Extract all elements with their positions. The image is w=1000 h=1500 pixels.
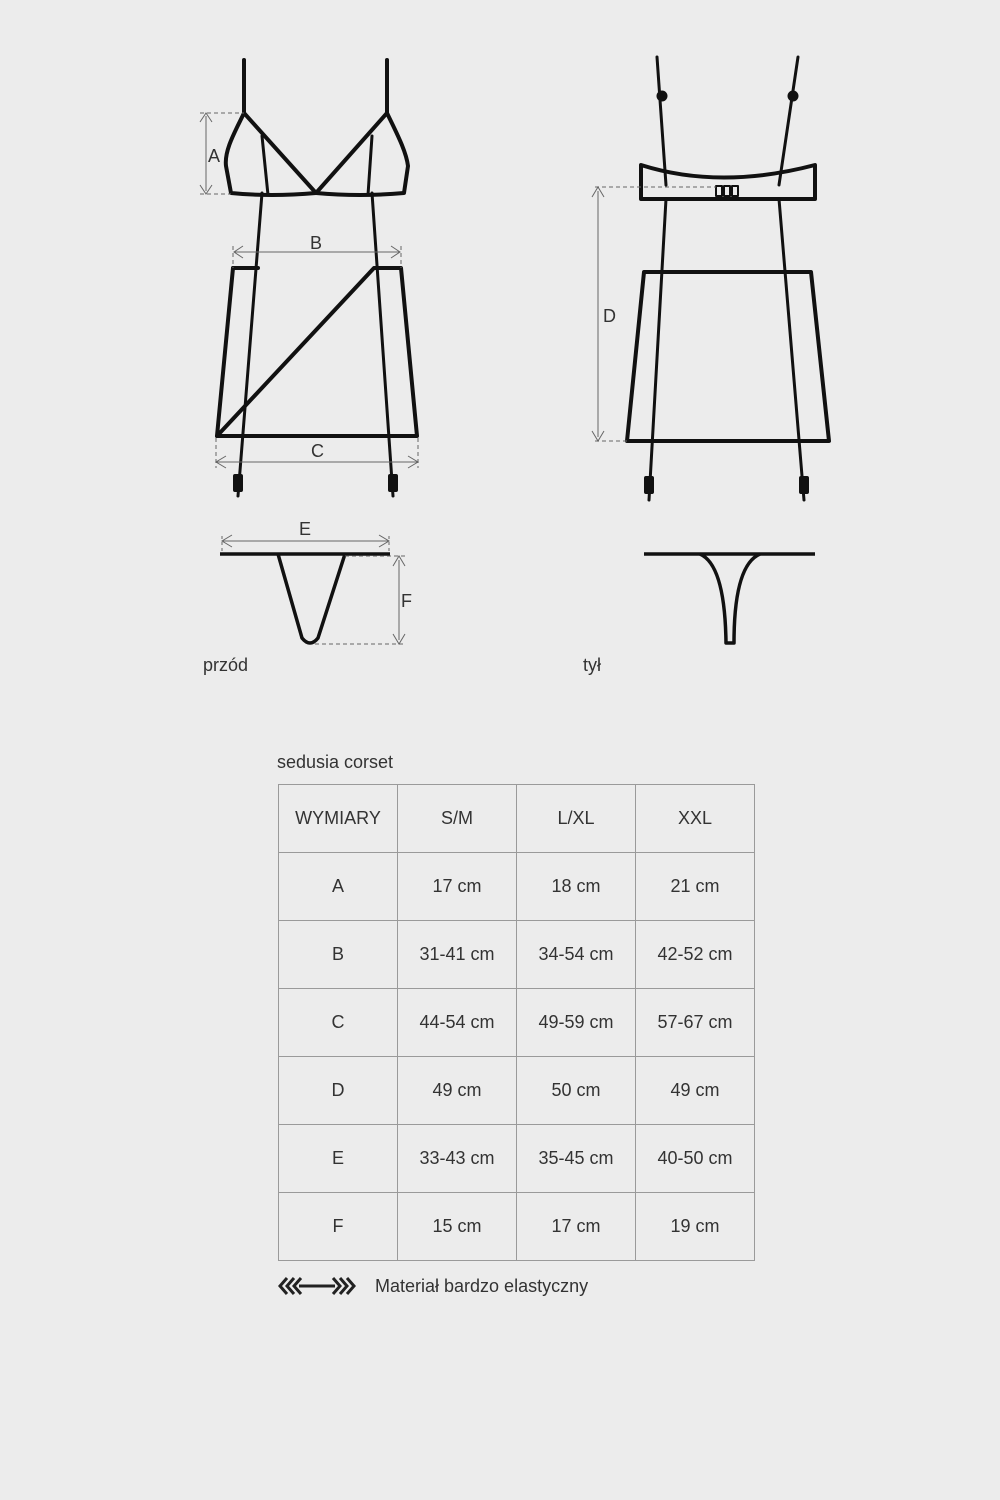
table-cell: 18 cm <box>517 853 636 921</box>
label-a: A <box>208 146 221 166</box>
row-label-cell: B <box>279 921 398 989</box>
row-label-cell: A <box>279 853 398 921</box>
legend-text: Materiał bardzo elastyczny <box>375 1275 589 1296</box>
hook-closure-icon <box>716 186 738 196</box>
table-cell: 17 cm <box>517 1193 636 1261</box>
table-cell: 49 cm <box>636 1057 755 1125</box>
table-row <box>279 1125 755 1193</box>
header-cell: XXL <box>636 785 755 853</box>
table-cell: 33-43 cm <box>398 1125 517 1193</box>
table-cell: 44-54 cm <box>398 989 517 1057</box>
thong-measure-lines <box>222 535 405 644</box>
table-cell: 31-41 cm <box>398 921 517 989</box>
table-header-row <box>279 785 755 853</box>
table-cell: 50 cm <box>517 1057 636 1125</box>
table-cell: 17 cm <box>398 853 517 921</box>
back-thong <box>644 554 815 643</box>
table-cell: 40-50 cm <box>636 1125 755 1193</box>
table-row <box>279 1057 755 1125</box>
header-cell: WYMIARY <box>279 785 398 853</box>
table-cell: 21 cm <box>636 853 755 921</box>
label-c: C <box>311 441 324 461</box>
back-caption: tył <box>583 655 601 675</box>
front-chemise <box>217 60 417 496</box>
table-cell: 42-52 cm <box>636 921 755 989</box>
label-f: F <box>401 591 412 611</box>
row-label-cell: E <box>279 1125 398 1193</box>
garment-diagram <box>0 0 1000 700</box>
label-b: B <box>310 233 323 253</box>
row-label-cell: D <box>279 1057 398 1125</box>
table-cell: 35-45 cm <box>517 1125 636 1193</box>
front-caption: przód <box>203 655 249 675</box>
label-e: E <box>299 519 312 539</box>
table-row <box>279 989 755 1057</box>
legend <box>277 1274 588 1298</box>
row-label-cell: F <box>279 1193 398 1261</box>
table-cell: 49-59 cm <box>517 989 636 1057</box>
table-cell: 19 cm <box>636 1193 755 1261</box>
header-cell: L/XL <box>517 785 636 853</box>
table-row <box>279 853 755 921</box>
table-row <box>279 1193 755 1261</box>
front-thong <box>220 554 390 643</box>
table-cell: 49 cm <box>398 1057 517 1125</box>
table-cell: 34-54 cm <box>517 921 636 989</box>
table-title: sedusia corset <box>277 752 394 772</box>
label-d: D <box>603 306 616 326</box>
stretch-arrows-icon <box>277 1274 357 1298</box>
row-label-cell: C <box>279 989 398 1057</box>
table-cell: 15 cm <box>398 1193 517 1261</box>
back-chemise <box>627 57 829 500</box>
table-row <box>279 921 755 989</box>
size-table <box>278 784 755 1261</box>
table-cell: 57-67 cm <box>636 989 755 1057</box>
header-cell: S/M <box>398 785 517 853</box>
